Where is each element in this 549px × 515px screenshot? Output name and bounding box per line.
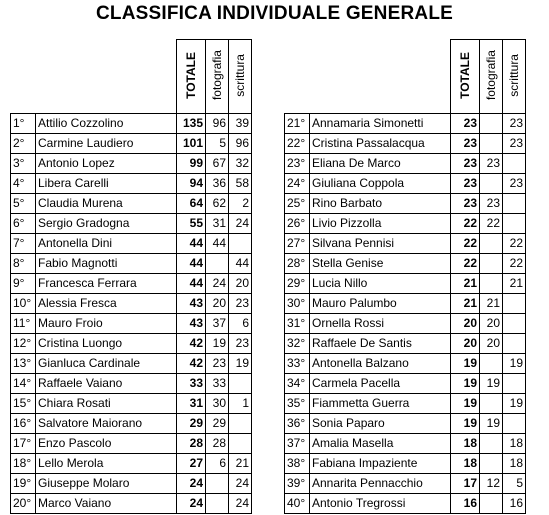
rank-cell: 27° <box>285 234 310 254</box>
writing-score-cell: 24 <box>229 474 252 494</box>
name-cell: Mauro Froio <box>36 314 177 334</box>
table-row <box>285 274 526 294</box>
writing-score-cell: 19 <box>503 394 526 414</box>
table-row <box>285 374 526 394</box>
rank-cell: 28° <box>285 254 310 274</box>
rank-cell: 15° <box>11 394 36 414</box>
total-cell: 64 <box>177 194 206 214</box>
name-cell: Rino Barbato <box>310 194 451 214</box>
rank-cell: 13° <box>11 354 36 374</box>
table-row <box>11 454 252 474</box>
total-cell: 19 <box>451 414 480 434</box>
total-cell: 21 <box>451 294 480 314</box>
rank-cell: 11° <box>11 314 36 334</box>
total-cell: 20 <box>451 314 480 334</box>
total-cell: 16 <box>451 494 480 514</box>
name-cell: Antonella Balzano <box>310 354 451 374</box>
rank-cell: 39° <box>285 474 310 494</box>
table-header-row <box>285 40 526 114</box>
table-row <box>11 294 252 314</box>
photo-score-cell <box>480 454 503 474</box>
table-header-row <box>11 40 252 114</box>
name-cell: Silvana Pennisi <box>310 234 451 254</box>
rank-cell: 8° <box>11 254 36 274</box>
photo-score-cell: 22 <box>480 214 503 234</box>
writing-score-cell: 39 <box>229 114 252 134</box>
rank-cell: 12° <box>11 334 36 354</box>
table-row <box>285 234 526 254</box>
total-cell: 18 <box>451 454 480 474</box>
total-cell: 24 <box>177 494 206 514</box>
rank-cell: 1° <box>11 114 36 134</box>
header-photo: fotografia <box>206 40 229 114</box>
table-row <box>285 494 526 514</box>
writing-score-cell <box>503 314 526 334</box>
name-cell: Annamaria Simonetti <box>310 114 451 134</box>
writing-score-cell <box>229 434 252 454</box>
table-row <box>11 274 252 294</box>
table-row <box>11 414 252 434</box>
writing-score-cell: 24 <box>229 494 252 514</box>
table-row <box>285 414 526 434</box>
name-cell: Attilio Cozzolino <box>36 114 177 134</box>
total-cell: 23 <box>451 114 480 134</box>
photo-score-cell <box>480 434 503 454</box>
rank-cell: 19° <box>11 474 36 494</box>
total-cell: 22 <box>451 234 480 254</box>
rank-cell: 3° <box>11 154 36 174</box>
writing-score-cell <box>229 374 252 394</box>
rank-cell: 40° <box>285 494 310 514</box>
total-cell: 29 <box>177 414 206 434</box>
writing-score-cell <box>503 414 526 434</box>
writing-score-cell: 58 <box>229 174 252 194</box>
name-cell: Fiammetta Guerra <box>310 394 451 414</box>
total-cell: 101 <box>177 134 206 154</box>
name-cell: Antonella Dini <box>36 234 177 254</box>
name-cell: Raffaele Vaiano <box>36 374 177 394</box>
photo-score-cell: 30 <box>206 394 229 414</box>
name-cell: Chiara Rosati <box>36 394 177 414</box>
name-cell: Eliana De Marco <box>310 154 451 174</box>
table-row <box>285 134 526 154</box>
total-cell: 99 <box>177 154 206 174</box>
photo-score-cell: 12 <box>480 474 503 494</box>
rank-cell: 23° <box>285 154 310 174</box>
name-cell: Carmela Pacella <box>310 374 451 394</box>
name-cell: Cristina Passalacqua <box>310 134 451 154</box>
name-cell: Amalia Masella <box>310 434 451 454</box>
rank-cell: 22° <box>285 134 310 154</box>
rank-cell: 6° <box>11 214 36 234</box>
table-row <box>285 394 526 414</box>
table-row <box>285 354 526 374</box>
table-row <box>11 194 252 214</box>
total-cell: 28 <box>177 434 206 454</box>
total-cell: 42 <box>177 354 206 374</box>
table-row <box>285 154 526 174</box>
name-cell: Carmine Laudiero <box>36 134 177 154</box>
total-cell: 19 <box>451 374 480 394</box>
name-cell: Sergio Gradogna <box>36 214 177 234</box>
writing-score-cell: 21 <box>229 454 252 474</box>
table-row <box>11 214 252 234</box>
photo-score-cell: 21 <box>480 294 503 314</box>
photo-score-cell: 19 <box>206 334 229 354</box>
rank-cell: 5° <box>11 194 36 214</box>
total-cell: 23 <box>451 154 480 174</box>
photo-score-cell: 23 <box>480 194 503 214</box>
name-cell: Sonia Paparo <box>310 414 451 434</box>
photo-score-cell: 29 <box>206 414 229 434</box>
table-row <box>11 234 252 254</box>
table-row <box>285 314 526 334</box>
table-row <box>285 254 526 274</box>
writing-score-cell <box>503 334 526 354</box>
rank-cell: 25° <box>285 194 310 214</box>
rank-cell: 30° <box>285 294 310 314</box>
total-cell: 44 <box>177 254 206 274</box>
rank-cell: 10° <box>11 294 36 314</box>
name-cell: Giuseppe Molaro <box>36 474 177 494</box>
photo-score-cell: 6 <box>206 454 229 474</box>
total-cell: 23 <box>451 174 480 194</box>
writing-score-cell <box>229 414 252 434</box>
rank-cell: 36° <box>285 414 310 434</box>
name-cell: Libera Carelli <box>36 174 177 194</box>
writing-score-cell: 23 <box>503 134 526 154</box>
writing-score-cell: 19 <box>229 354 252 374</box>
total-cell: 20 <box>451 334 480 354</box>
photo-score-cell <box>480 354 503 374</box>
table-row <box>285 474 526 494</box>
rank-cell: 21° <box>285 114 310 134</box>
writing-score-cell <box>229 234 252 254</box>
total-cell: 44 <box>177 274 206 294</box>
photo-score-cell <box>206 474 229 494</box>
writing-score-cell: 18 <box>503 434 526 454</box>
rank-cell: 33° <box>285 354 310 374</box>
total-cell: 19 <box>451 354 480 374</box>
name-cell: Gianluca Cardinale <box>36 354 177 374</box>
total-cell: 43 <box>177 294 206 314</box>
writing-score-cell: 32 <box>229 154 252 174</box>
table-row <box>11 114 252 134</box>
writing-score-cell <box>503 374 526 394</box>
photo-score-cell <box>480 494 503 514</box>
table-row <box>285 194 526 214</box>
photo-score-cell: 28 <box>206 434 229 454</box>
total-cell: 17 <box>451 474 480 494</box>
writing-score-cell: 6 <box>229 314 252 334</box>
photo-score-cell <box>480 274 503 294</box>
writing-score-cell: 18 <box>503 454 526 474</box>
total-cell: 94 <box>177 174 206 194</box>
photo-score-cell: 19 <box>480 374 503 394</box>
table-row <box>11 174 252 194</box>
name-cell: Lello Merola <box>36 454 177 474</box>
total-cell: 22 <box>451 214 480 234</box>
rank-cell: 2° <box>11 134 36 154</box>
rank-cell: 29° <box>285 274 310 294</box>
writing-score-cell: 24 <box>229 214 252 234</box>
writing-score-cell: 19 <box>503 354 526 374</box>
total-cell: 19 <box>451 394 480 414</box>
rank-cell: 38° <box>285 454 310 474</box>
rank-cell: 24° <box>285 174 310 194</box>
table-row <box>285 174 526 194</box>
rank-cell: 32° <box>285 334 310 354</box>
total-cell: 21 <box>451 274 480 294</box>
writing-score-cell: 20 <box>229 274 252 294</box>
total-cell: 27 <box>177 454 206 474</box>
total-cell: 24 <box>177 474 206 494</box>
name-cell: Antonio Lopez <box>36 154 177 174</box>
rank-cell: 20° <box>11 494 36 514</box>
photo-score-cell: 20 <box>206 294 229 314</box>
photo-score-cell <box>480 174 503 194</box>
table-row <box>285 454 526 474</box>
header-writing: scrittura <box>229 40 252 114</box>
photo-score-cell: 37 <box>206 314 229 334</box>
table-row <box>285 214 526 234</box>
total-cell: 135 <box>177 114 206 134</box>
photo-score-cell <box>206 494 229 514</box>
total-cell: 33 <box>177 374 206 394</box>
writing-score-cell: 44 <box>229 254 252 274</box>
photo-score-cell: 62 <box>206 194 229 214</box>
name-cell: Cristina Luongo <box>36 334 177 354</box>
writing-score-cell: 1 <box>229 394 252 414</box>
table-row <box>11 254 252 274</box>
rank-cell: 9° <box>11 274 36 294</box>
rank-cell: 18° <box>11 454 36 474</box>
writing-score-cell <box>503 294 526 314</box>
photo-score-cell: 96 <box>206 114 229 134</box>
table-row <box>11 314 252 334</box>
writing-score-cell: 22 <box>503 254 526 274</box>
rank-cell: 4° <box>11 174 36 194</box>
name-cell: Giuliana Coppola <box>310 174 451 194</box>
table-row <box>11 374 252 394</box>
photo-score-cell: 23 <box>206 354 229 374</box>
photo-score-cell <box>480 134 503 154</box>
photo-score-cell <box>480 394 503 414</box>
writing-score-cell: 23 <box>503 174 526 194</box>
writing-score-cell: 2 <box>229 194 252 214</box>
photo-score-cell: 23 <box>480 154 503 174</box>
name-cell: Mauro Palumbo <box>310 294 451 314</box>
writing-score-cell: 22 <box>503 234 526 254</box>
name-cell: Antonio Tregrossi <box>310 494 451 514</box>
table-row <box>11 334 252 354</box>
name-cell: Enzo Pascolo <box>36 434 177 454</box>
rank-cell: 16° <box>11 414 36 434</box>
table-row <box>285 334 526 354</box>
writing-score-cell: 23 <box>229 334 252 354</box>
header-total: TOTALE <box>177 40 206 114</box>
table-row <box>285 294 526 314</box>
table-row <box>11 354 252 374</box>
total-cell: 44 <box>177 234 206 254</box>
table-row <box>11 434 252 454</box>
writing-score-cell: 16 <box>503 494 526 514</box>
photo-score-cell <box>480 234 503 254</box>
name-cell: Livio Pizzolla <box>310 214 451 234</box>
writing-score-cell: 5 <box>503 474 526 494</box>
table-row <box>11 154 252 174</box>
writing-score-cell: 23 <box>503 114 526 134</box>
total-cell: 18 <box>451 434 480 454</box>
photo-score-cell: 33 <box>206 374 229 394</box>
total-cell: 23 <box>451 194 480 214</box>
name-cell: Annarita Pennacchio <box>310 474 451 494</box>
page-title: CLASSIFICA INDIVIDUALE GENERALE <box>95 3 453 24</box>
total-cell: 23 <box>451 134 480 154</box>
total-cell: 31 <box>177 394 206 414</box>
writing-score-cell: 21 <box>503 274 526 294</box>
name-cell: Salvatore Maiorano <box>36 414 177 434</box>
table-row <box>11 394 252 414</box>
writing-score-cell <box>503 194 526 214</box>
name-cell: Stella Genise <box>310 254 451 274</box>
writing-score-cell <box>503 214 526 234</box>
header-total: TOTALE <box>451 40 480 114</box>
rank-cell: 17° <box>11 434 36 454</box>
photo-score-cell: 31 <box>206 214 229 234</box>
writing-score-cell: 23 <box>229 294 252 314</box>
table-row <box>285 114 526 134</box>
rank-cell: 34° <box>285 374 310 394</box>
photo-score-cell: 20 <box>480 334 503 354</box>
total-cell: 43 <box>177 314 206 334</box>
ranking-table-right <box>284 39 526 514</box>
photo-score-cell: 20 <box>480 314 503 334</box>
total-cell: 55 <box>177 214 206 234</box>
photo-score-cell <box>206 254 229 274</box>
name-cell: Marco Vaiano <box>36 494 177 514</box>
total-cell: 42 <box>177 334 206 354</box>
photo-score-cell: 5 <box>206 134 229 154</box>
name-cell: Fabio Magnotti <box>36 254 177 274</box>
photo-score-cell: 44 <box>206 234 229 254</box>
photo-score-cell: 67 <box>206 154 229 174</box>
name-cell: Fabiana Impaziente <box>310 454 451 474</box>
total-cell: 22 <box>451 254 480 274</box>
table-row <box>11 474 252 494</box>
table-row <box>11 494 252 514</box>
photo-score-cell <box>480 254 503 274</box>
name-cell: Claudia Murena <box>36 194 177 214</box>
rank-cell: 26° <box>285 214 310 234</box>
rank-cell: 14° <box>11 374 36 394</box>
table-row <box>11 134 252 154</box>
ranking-table-left <box>10 39 252 514</box>
photo-score-cell: 36 <box>206 174 229 194</box>
table-row <box>285 434 526 454</box>
name-cell: Francesca Ferrara <box>36 274 177 294</box>
rank-cell: 31° <box>285 314 310 334</box>
name-cell: Ornella Rossi <box>310 314 451 334</box>
writing-score-cell <box>503 154 526 174</box>
rank-cell: 37° <box>285 434 310 454</box>
name-cell: Raffaele De Santis <box>310 334 451 354</box>
rank-cell: 7° <box>11 234 36 254</box>
header-photo: fotografia <box>480 40 503 114</box>
writing-score-cell: 96 <box>229 134 252 154</box>
photo-score-cell: 19 <box>480 414 503 434</box>
name-cell: Alessia Fresca <box>36 294 177 314</box>
header-writing: scrittura <box>503 40 526 114</box>
rank-cell: 35° <box>285 394 310 414</box>
photo-score-cell: 24 <box>206 274 229 294</box>
name-cell: Lucia Nillo <box>310 274 451 294</box>
photo-score-cell <box>480 114 503 134</box>
